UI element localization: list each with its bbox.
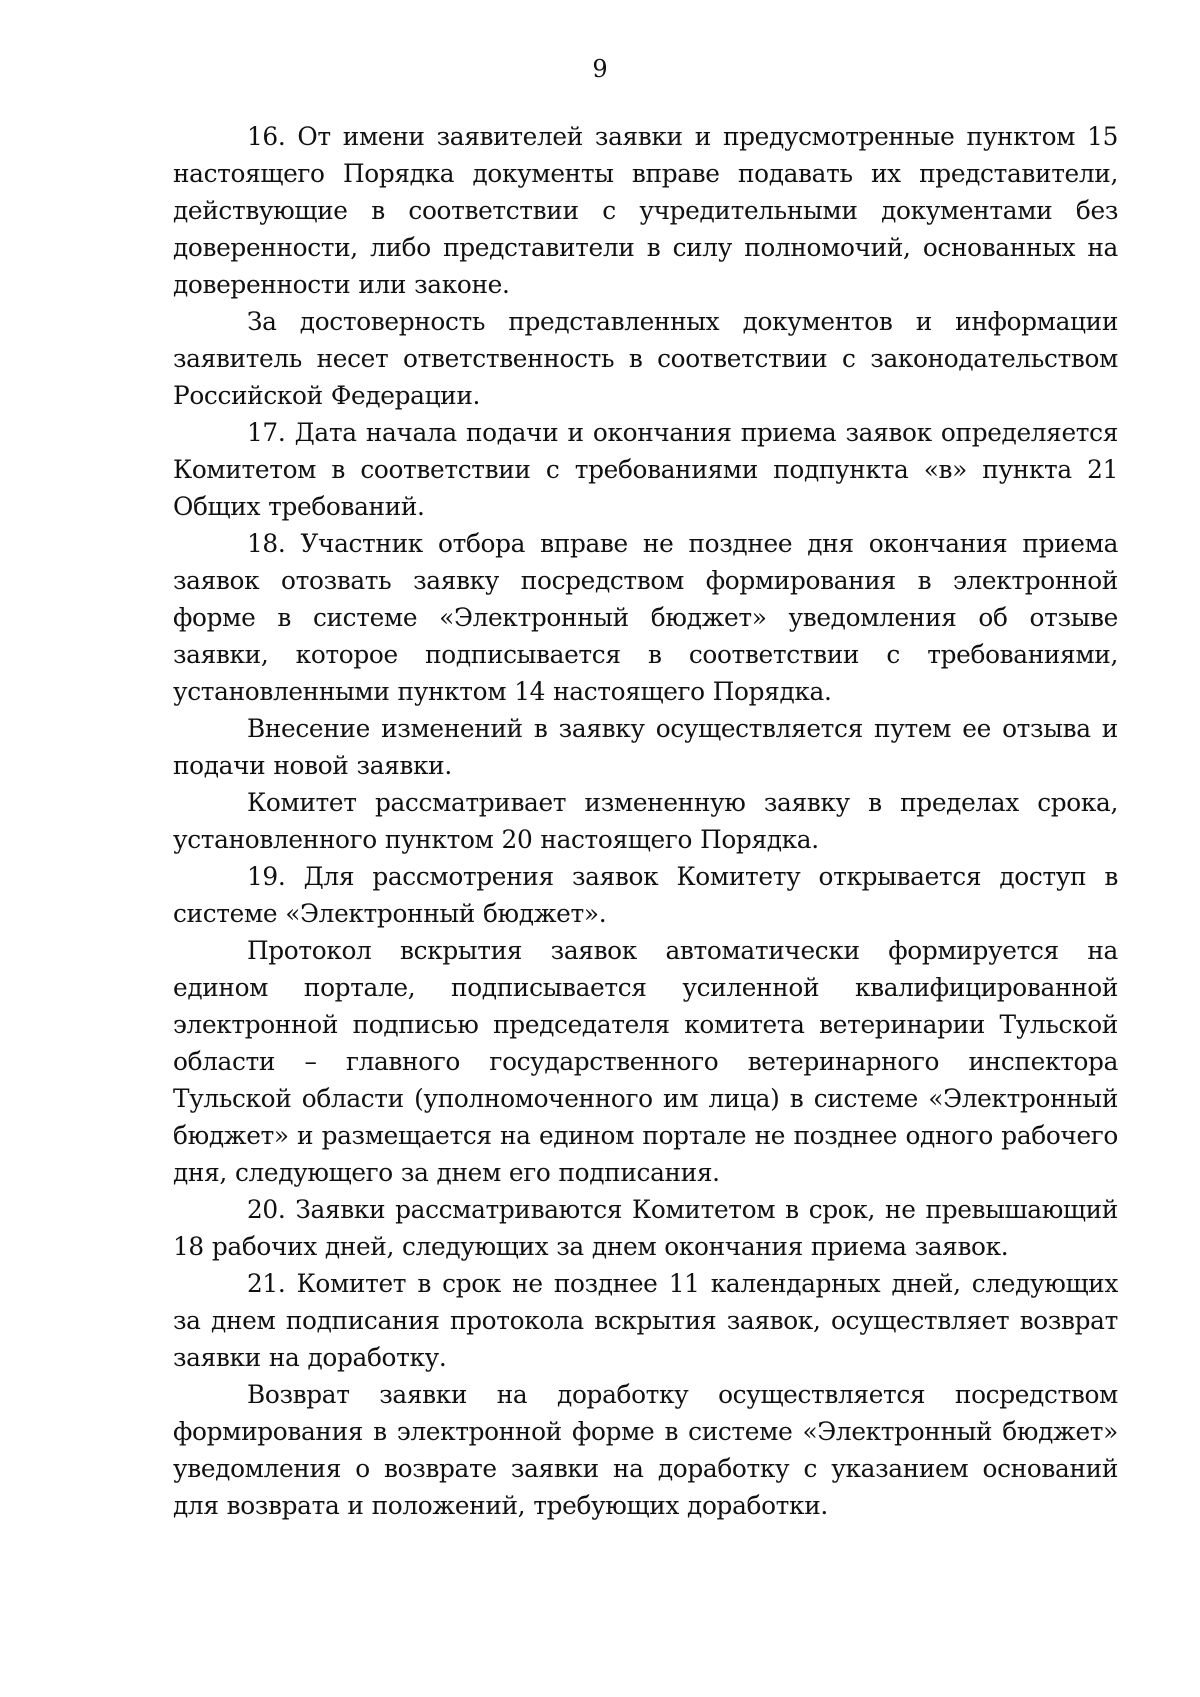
paragraph-review-changed: Комитет рассматривает измененную заявку в пределах срока, установленного пунктом 20 настоящего Порядка. [173, 788, 1118, 854]
paragraph-responsibility: За достоверность представленных документов и информации заявитель несет ответственность в соответствии с законодательством Российской Федерации. [173, 307, 1118, 410]
paragraph-changes: Внесение изменений в заявку осуществляется путем ее отзыва и подачи новой заявки. [173, 714, 1118, 780]
paragraph-20: 20. Заявки рассматриваются Комитетом в срок, не превышающий 18 рабочих дней, следующих за днем окончания приема заявок. [173, 1195, 1118, 1261]
paragraph-17: 17. Дата начала подачи и окончания приема заявок определяется Комитетом в соответствии с требованиями подпункта «в» пункта 21 Общих требований. [173, 418, 1118, 521]
paragraph-protocol: Протокол вскрытия заявок автоматически формируется на едином портале, подписывается усиленной квалифицированной электронной подписью председателя комитета ветеринарии Тульской области – главного государственного ветеринарного инспектора Тульской области (уполномоченного им лица) в системе «Электронный бюджет» и размещается на едином портале не позднее одного рабочего дня, следующего за днем его подписания. [173, 936, 1118, 1187]
paragraph-21: 21. Комитет в срок не позднее 11 календарных дней, следующих за днем подписания протокола вскрытия заявок, осуществляет возврат заявки на доработку. [173, 1269, 1118, 1372]
paragraph-return: Возврат заявки на доработку осуществляется посредством формирования в электронной форме в системе «Электронный бюджет» уведомления о возврате заявки на доработку с указанием оснований для возврата и положений, требующих доработки. [173, 1380, 1118, 1520]
paragraph-16: 16. От имени заявителей заявки и предусмотренные пунктом 15 настоящего Порядка документы вправе подавать их представители, действующие в соответствии с учредительными документами без доверенности, либо представители в силу полномочий, основанных на доверенности или законе. [173, 122, 1118, 299]
page-number: 9 [592, 55, 608, 83]
document-body [173, 118, 1118, 1524]
paragraph-18: 18. Участник отбора вправе не позднее дня окончания приема заявок отозвать заявку посредством формирования в электронной форме в системе «Электронный бюджет» уведомления об отзыве заявки, которое подписывается в соответствии с требованиями, установленными пунктом 14 настоящего Порядка. [173, 529, 1118, 706]
paragraph-19: 19. Для рассмотрения заявок Комитету открывается доступ в системе «Электронный бюджет». [173, 862, 1118, 928]
